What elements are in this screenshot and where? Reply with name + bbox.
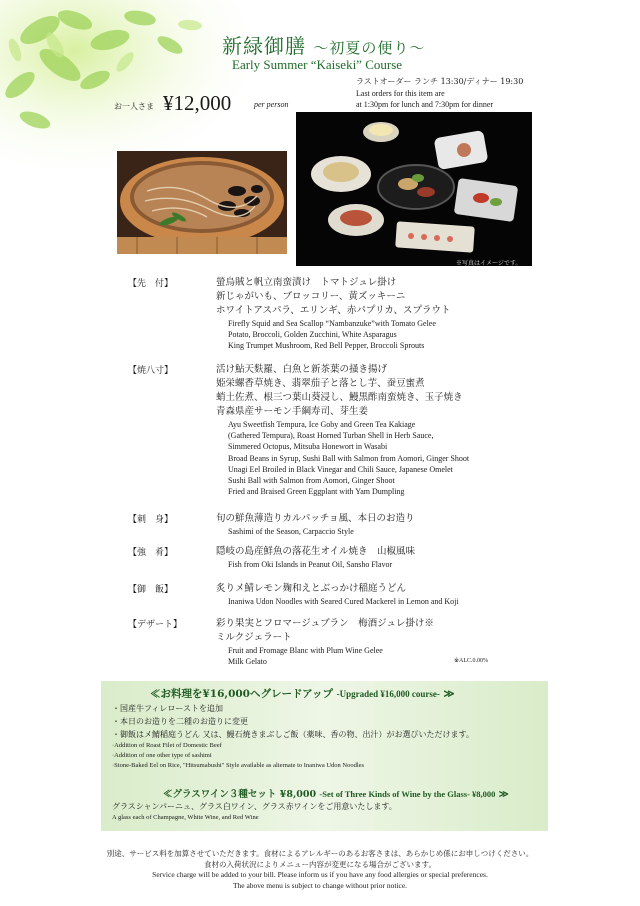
menu-items: [216, 363, 546, 497]
last-order-en-2: at 1:30pm for lunch and 7:30pm for dinner: [356, 100, 494, 109]
dish-name-en: Fish from Oki Islands in Peanut Oil, Sansho Flavor: [228, 560, 393, 569]
dish-name-en: Broad Beans in Syrup, Sushi Ball with Salmon from Aomori, Ginger Shoot: [228, 453, 470, 463]
footer-note-jp-2: 食材の入荷状況によりメニュー内容が変更になる場合がございます。: [204, 860, 436, 869]
dish-name-jp: 旬の鮮魚薄造りカルパッチョ風、本日のお造り: [216, 513, 415, 524]
dish-name-en: Potato, Broccoli, Golden Zucchini, White Asparagus: [228, 330, 397, 340]
dish-name-en: Firefly Squid and Sea Scallop “Nambanzuke”with Tomato Gelee: [228, 319, 436, 328]
upgrade-line-jp: ・国産牛フィレローストを追加: [112, 704, 223, 713]
menu-items: [216, 512, 546, 537]
menu-category: 【デザート】: [128, 620, 183, 630]
last-order-en-1: Last orders for this item are: [356, 89, 445, 98]
price-label: お一人さま: [114, 102, 154, 111]
dish-name-jp: 螢烏賊と帆立南蛮漬け トマトジュレ掛け: [216, 277, 397, 288]
dish-name-en: Milk Gelato: [228, 657, 267, 667]
upgrade-title-end: ≫: [443, 688, 455, 700]
course-title-jp: [222, 30, 425, 59]
menu-items: [216, 582, 546, 607]
dish-name-jp: 姫栄螺香草焼き、翡翠茄子と落とし芋、蚕豆蜜煮: [216, 378, 425, 389]
dish-name-en: Ayu Sweetfish Tempura, Ice Goby and Green Tea Kakiage: [228, 420, 416, 429]
menu-items: [216, 545, 546, 570]
dish-name-en: Sashimi of the Season, Carpaccio Style: [228, 527, 354, 536]
menu-category: 【焼八寸】: [128, 366, 174, 376]
wine-title-en: -Set of Three Kinds of Wine by the Glass- ¥8,000: [319, 789, 496, 799]
dish-name-jp: 活け鮎天麩羅、白魚と新茶葉の掻き揚げ: [216, 364, 388, 375]
dish-name-jp: 蛸土佐煮、根三つ葉山葵浸し、鰻黒酢南蛮焼き、玉子焼き: [216, 392, 463, 403]
dish-name-en: Fried and Braised Green Eggplant with Yam Dumpling: [228, 487, 405, 497]
upgrade-line-en: ·Addition of Roast Filet of Domestic Beef: [112, 742, 222, 749]
footer-note-jp-1: 別途、サービス料を加算させていただきます。食材によるアレルギーのあるお客さまは、あらかじめ係にお申しつけください。: [106, 849, 534, 858]
upgrade-line-en: ·Addition of one other type of sashimi: [112, 752, 212, 759]
dish-name-jp: ミルクジェラート: [216, 632, 292, 643]
udon-tub-photo: [117, 151, 287, 254]
wine-title-end: ≫: [498, 789, 509, 800]
dish-name-jp: 彩り果実とフロマージュブラン 梅酒ジュレ掛け※: [216, 618, 434, 629]
dish-name-en: (Gathered Tempura), Roast Horned Turban Shell in Herb Sauce,: [228, 431, 434, 441]
dish-name-jp: 炙りメ鯖レモン麹和えとぶっかけ稲庭うどん: [216, 583, 407, 594]
upgrade-line-en: ·Stone-Baked Eel on Rice, "Hitsumabushi" Style available as alternate to Inaniwa Udon Noodles: [112, 762, 365, 769]
dish-name-jp: 新じゃがいも、ブロッコリー、黄ズッキーニ: [216, 291, 406, 302]
menu-items: [216, 617, 546, 667]
photo-note: ※写真はイメージです。: [456, 260, 522, 267]
alcohol-note: ※ALC.0.00%: [454, 658, 489, 665]
dish-name-en: Fruit and Fromage Blanc with Plum Wine Gelee: [228, 646, 383, 655]
menu-category: 【強 肴】: [128, 548, 174, 558]
footer-note-en-1: Service charge will be added to your bill. Please inform us if you have any food allergies or special preferences.: [152, 870, 488, 879]
footer-note-en-2: The above menu is subject to change without prior notice.: [232, 881, 408, 890]
price: ¥12,000: [163, 91, 232, 115]
dish-name-jp: ホワイトアスパラ、エリンギ、赤パプリカ、スプラウト: [216, 305, 451, 316]
upgrade-title-jp: ≪お料理を¥16,000へグレードアップ: [150, 688, 333, 700]
leaf-decoration-image: [0, 0, 250, 170]
subtitle-jp: 〜初夏の便り〜: [313, 39, 426, 57]
wine-line-en: A glass each of Champagne, White Wine, and Red Wine: [112, 814, 259, 821]
menu-category: 【先 付】: [128, 279, 174, 289]
wine-set-title: [163, 786, 509, 800]
dish-name-en: Simmered Octopus, Mitsuba Honewort in Wasabi: [228, 442, 388, 452]
upgrade-line-jp: ・本日のお造りを二種のお造りに変更: [112, 717, 248, 726]
menu-items: [216, 276, 546, 352]
upgrade-title-en: -Upgraded ¥16,000 course-: [336, 689, 440, 699]
dish-name-en: Inaniwa Udon Noodles with Seared Cured Mackerel in Lemon and Koji: [228, 597, 459, 606]
upgrade-title: [150, 686, 455, 701]
kaiseki-dishes-photo: [296, 112, 532, 266]
menu-category: 【御 飯】: [128, 585, 174, 595]
dish-name-en: Unagi Eel Broiled in Black Vinegar and Chili Sauce, Japanese Omelet: [228, 464, 453, 474]
last-order-jp: ラストオーダー ランチ 13:30/ディナー 19:30: [356, 77, 524, 86]
dish-name-en: King Trumpet Mushroom, Red Bell Pepper, Broccoli Sprouts: [228, 341, 425, 351]
wine-line-jp: グラスシャンパーニュ、グラス白ワイン、グラス赤ワインをご用意いたします。: [112, 802, 397, 811]
per-person-label: per person: [254, 100, 289, 109]
menu-category: 【刺 身】: [128, 515, 174, 525]
dish-name-jp: 隠岐の島産鮮魚の落花生オイル焼き 山椒風味: [216, 546, 416, 557]
title-jp: 新緑御膳: [222, 34, 306, 58]
upgrade-line-jp: ・御飯はメ鯖稲庭うどん 又は、鰻石焼きまぶしご飯（薬味、香の物、出汁）がお選びいただけます。: [112, 730, 474, 739]
course-title-en: Early Summer “Kaiseki” Course: [232, 57, 403, 72]
dish-name-en: Sushi Ball with Salmon from Aomori, Ginger Shoot: [228, 476, 395, 486]
wine-title-jp: ≪グラスワイン３種セット ¥8,000: [163, 789, 317, 800]
dish-name-jp: 青森県産サーモン手綱寿司、芽生姜: [216, 406, 369, 417]
